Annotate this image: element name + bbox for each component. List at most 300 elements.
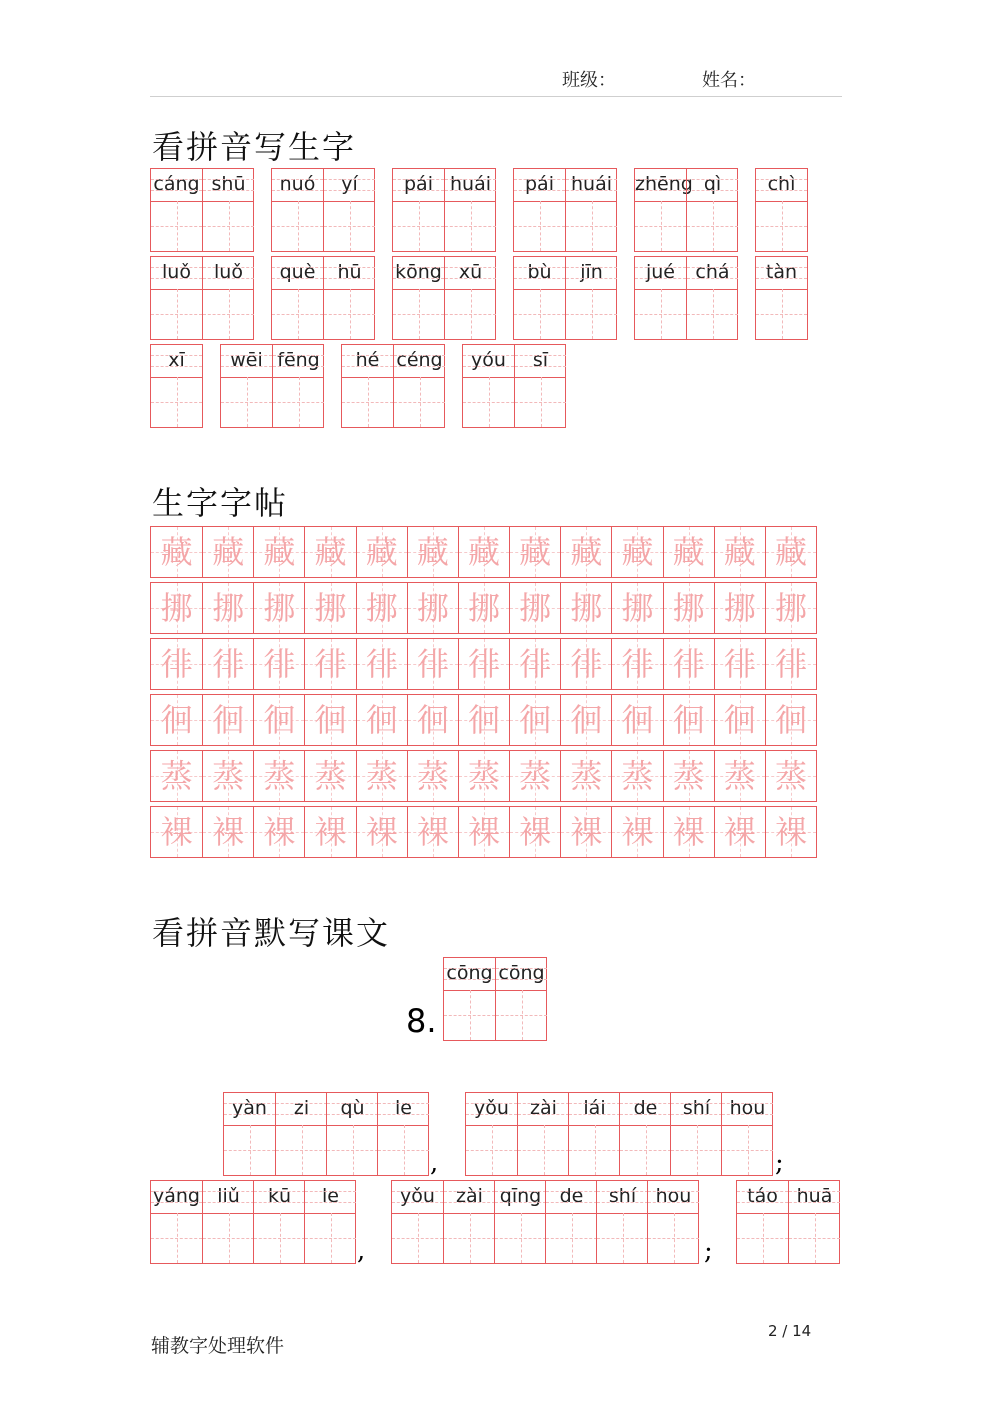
- trace-character: 裸: [212, 813, 245, 851]
- trace-cell[interactable]: [356, 751, 407, 801]
- pinyin-box: [271, 168, 375, 252]
- trace-character: 挪: [416, 589, 449, 627]
- trace-cell[interactable]: [304, 807, 355, 857]
- trace-cell[interactable]: [458, 807, 509, 857]
- writing-cell[interactable]: [496, 990, 547, 1040]
- trace-cell[interactable]: [202, 639, 253, 689]
- writing-cell[interactable]: [392, 1213, 443, 1263]
- pinyin-column: [756, 169, 807, 251]
- pinyin-syllable: zi: [276, 1093, 327, 1126]
- pinyin-column: [619, 1093, 671, 1175]
- writing-cell[interactable]: [276, 1125, 327, 1175]
- writing-cell[interactable]: [495, 1213, 546, 1263]
- writing-cell[interactable]: [393, 201, 444, 251]
- writing-cell[interactable]: [648, 1213, 699, 1263]
- trace-character: 裸: [314, 813, 347, 851]
- writing-cell[interactable]: [687, 289, 738, 339]
- pinyin-syllable: luǒ: [203, 257, 254, 290]
- pinyin-syllable: zài: [444, 1181, 495, 1214]
- writing-cell[interactable]: [254, 1213, 305, 1263]
- trace-cell[interactable]: [356, 695, 407, 745]
- writing-cell[interactable]: [393, 289, 444, 339]
- pinyin-syllable: liǔ: [203, 1181, 254, 1214]
- trace-cell[interactable]: [304, 695, 355, 745]
- pinyin-column: [635, 257, 686, 339]
- pinyin-syllable: wēi: [221, 345, 272, 378]
- trace-cell[interactable]: [509, 807, 560, 857]
- writing-cell[interactable]: [463, 377, 514, 427]
- trace-character: 徊: [519, 701, 552, 739]
- trace-cell[interactable]: [663, 695, 714, 745]
- trace-cell[interactable]: [458, 583, 509, 633]
- pinyin-syllable: shí: [597, 1181, 648, 1214]
- trace-character: 挪: [468, 589, 501, 627]
- class-label: 班级：: [562, 70, 616, 91]
- trace-cell[interactable]: [714, 751, 765, 801]
- writing-cell[interactable]: [514, 289, 565, 339]
- writing-cell[interactable]: [272, 201, 323, 251]
- pinyin-syllable: jīn: [566, 257, 617, 290]
- trace-character: 徊: [365, 701, 398, 739]
- trace-cell[interactable]: [304, 751, 355, 801]
- writing-cell[interactable]: [789, 1213, 840, 1263]
- pinyin-column: [514, 257, 565, 339]
- writing-cell[interactable]: [515, 377, 566, 427]
- pinyin-column: [545, 1181, 597, 1263]
- trace-cell[interactable]: [407, 807, 458, 857]
- trace-cell[interactable]: [151, 807, 202, 857]
- pinyin-column: [326, 1093, 378, 1175]
- trace-character: 蒸: [621, 757, 654, 795]
- trace-cell[interactable]: [765, 527, 816, 577]
- trace-character: 徘: [723, 645, 756, 683]
- trace-cell[interactable]: [151, 527, 202, 577]
- trace-character: 藏: [314, 533, 347, 571]
- writing-cell[interactable]: [756, 289, 807, 339]
- pinyin-box: [755, 256, 808, 340]
- writing-cell[interactable]: [394, 377, 445, 427]
- pinyin-column: [202, 1181, 254, 1263]
- trace-character: 蒸: [468, 757, 501, 795]
- trace-cell[interactable]: [202, 695, 253, 745]
- trace-cell[interactable]: [509, 527, 560, 577]
- pinyin-syllable: hou: [648, 1181, 699, 1214]
- pinyin-syllable: yí: [324, 169, 375, 202]
- pinyin-syllable: jué: [635, 257, 686, 290]
- trace-character: 藏: [365, 533, 398, 571]
- trace-cell[interactable]: [509, 695, 560, 745]
- punctuation-mark: ,: [357, 1236, 366, 1266]
- pinyin-syllable: lái: [569, 1093, 620, 1126]
- pinyin-syllable: xī: [151, 345, 202, 378]
- footer-software: 辅教字处理软件: [151, 1335, 285, 1357]
- trace-character: 徘: [468, 645, 501, 683]
- trace-cell[interactable]: [611, 695, 662, 745]
- trace-cell[interactable]: [663, 527, 714, 577]
- writing-cell[interactable]: [151, 1213, 202, 1263]
- trace-cell[interactable]: [611, 527, 662, 577]
- writing-cell[interactable]: [203, 289, 254, 339]
- trace-character: 徘: [314, 645, 347, 683]
- trace-cell[interactable]: [714, 695, 765, 745]
- pinyin-column: [202, 257, 254, 339]
- trace-cell[interactable]: [560, 695, 611, 745]
- writing-cell[interactable]: [566, 289, 617, 339]
- writing-cell[interactable]: [635, 201, 686, 251]
- pinyin-syllable: yàn: [224, 1093, 275, 1126]
- writing-cell[interactable]: [687, 201, 738, 251]
- writing-cell[interactable]: [272, 289, 323, 339]
- trace-character: 徊: [263, 701, 296, 739]
- trace-character: 蒸: [416, 757, 449, 795]
- trace-cell[interactable]: [151, 583, 202, 633]
- pinyin-column: [514, 345, 566, 427]
- trace-cell[interactable]: [407, 639, 458, 689]
- trace-cell[interactable]: [560, 751, 611, 801]
- trace-cell[interactable]: [663, 583, 714, 633]
- pinyin-column: [494, 1181, 546, 1263]
- pinyin-syllable: qì: [687, 169, 738, 202]
- writing-cell[interactable]: [324, 201, 375, 251]
- trace-cell[interactable]: [151, 639, 202, 689]
- writing-cell[interactable]: [221, 377, 272, 427]
- pinyin-syllable: pái: [514, 169, 565, 202]
- trace-cell[interactable]: [253, 751, 304, 801]
- trace-character: 蒸: [160, 757, 193, 795]
- writing-cell[interactable]: [151, 377, 202, 427]
- trace-cell[interactable]: [202, 751, 253, 801]
- trace-cell[interactable]: [765, 751, 816, 801]
- writing-cell[interactable]: [466, 1125, 517, 1175]
- trace-cell[interactable]: [151, 751, 202, 801]
- trace-cell[interactable]: [304, 583, 355, 633]
- trace-cell[interactable]: [765, 695, 816, 745]
- trace-character: 藏: [774, 533, 807, 571]
- page-number: 2 / 14: [768, 1322, 812, 1340]
- trace-character: 徘: [365, 645, 398, 683]
- pinyin-syllable: pái: [393, 169, 444, 202]
- copybook-row: [150, 638, 817, 690]
- pinyin-box: [341, 344, 445, 428]
- pinyin-box: [755, 168, 808, 252]
- trace-cell[interactable]: [458, 751, 509, 801]
- pinyin-box: [150, 256, 254, 340]
- copybook-row: [150, 750, 817, 802]
- writing-cell[interactable]: [444, 1213, 495, 1263]
- writing-cell[interactable]: [203, 201, 254, 251]
- trace-cell[interactable]: [509, 583, 560, 633]
- trace-cell[interactable]: [663, 639, 714, 689]
- trace-character: 蒸: [365, 757, 398, 795]
- pinyin-syllable: xū: [445, 257, 496, 290]
- writing-cell[interactable]: [518, 1125, 569, 1175]
- pinyin-column: [393, 169, 444, 251]
- trace-cell[interactable]: [458, 527, 509, 577]
- trace-cell[interactable]: [407, 583, 458, 633]
- punctuation-mark: ;: [704, 1236, 713, 1266]
- trace-character: 蒸: [774, 757, 807, 795]
- pinyin-column: [443, 1181, 495, 1263]
- pinyin-column: [275, 1093, 327, 1175]
- trace-cell[interactable]: [560, 583, 611, 633]
- pinyin-syllable: huái: [566, 169, 617, 202]
- trace-character: 徘: [519, 645, 552, 683]
- trace-character: 裸: [774, 813, 807, 851]
- pinyin-syllable: qīng: [495, 1181, 546, 1214]
- writing-cell[interactable]: [327, 1125, 378, 1175]
- trace-cell[interactable]: [151, 695, 202, 745]
- writing-cell[interactable]: [597, 1213, 648, 1263]
- pinyin-column: [565, 257, 617, 339]
- writing-cell[interactable]: [151, 201, 202, 251]
- trace-cell[interactable]: [356, 527, 407, 577]
- writing-cell[interactable]: [203, 1213, 254, 1263]
- trace-cell[interactable]: [560, 527, 611, 577]
- trace-cell[interactable]: [560, 639, 611, 689]
- trace-character: 挪: [365, 589, 398, 627]
- pinyin-syllable: nuó: [272, 169, 323, 202]
- trace-character: 挪: [723, 589, 756, 627]
- pinyin-column: [788, 1181, 840, 1263]
- trace-cell[interactable]: [611, 807, 662, 857]
- trace-cell[interactable]: [714, 527, 765, 577]
- trace-cell[interactable]: [611, 583, 662, 633]
- trace-character: 蒸: [570, 757, 603, 795]
- writing-cell[interactable]: [514, 201, 565, 251]
- writing-cell[interactable]: [546, 1213, 597, 1263]
- copybook-row: [150, 806, 817, 858]
- trace-character: 挪: [314, 589, 347, 627]
- trace-character: 徘: [160, 645, 193, 683]
- trace-cell[interactable]: [509, 751, 560, 801]
- pinyin-syllable: kū: [254, 1181, 305, 1214]
- writing-cell[interactable]: [671, 1125, 722, 1175]
- writing-cell[interactable]: [224, 1125, 275, 1175]
- trace-character: 徘: [570, 645, 603, 683]
- writing-cell[interactable]: [722, 1125, 773, 1175]
- writing-cell[interactable]: [324, 289, 375, 339]
- trace-character: 藏: [416, 533, 449, 571]
- pinyin-column: [635, 169, 693, 251]
- trace-cell[interactable]: [253, 807, 304, 857]
- pinyin-syllable: shí: [671, 1093, 722, 1126]
- copybook-row: [150, 582, 817, 634]
- trace-cell[interactable]: [253, 583, 304, 633]
- section-title-dictation: 看拼音默写课文: [152, 914, 391, 952]
- trace-cell[interactable]: [356, 639, 407, 689]
- writing-cell[interactable]: [378, 1125, 429, 1175]
- trace-character: 藏: [723, 533, 756, 571]
- trace-character: 裸: [723, 813, 756, 851]
- trace-character: 蒸: [723, 757, 756, 795]
- punctuation-mark: ;: [775, 1148, 784, 1178]
- trace-cell[interactable]: [202, 527, 253, 577]
- trace-character: 藏: [468, 533, 501, 571]
- trace-character: 挪: [212, 589, 245, 627]
- writing-cell[interactable]: [273, 377, 324, 427]
- trace-character: 挪: [570, 589, 603, 627]
- pinyin-column: [647, 1181, 699, 1263]
- pinyin-column: [151, 169, 202, 251]
- pinyin-column: [686, 169, 738, 251]
- pinyin-box: [634, 168, 738, 252]
- pinyin-syllable: de: [620, 1093, 671, 1126]
- writing-cell[interactable]: [445, 201, 496, 251]
- pinyin-box: [513, 168, 617, 252]
- trace-character: 蒸: [263, 757, 296, 795]
- trace-cell[interactable]: [253, 695, 304, 745]
- pinyin-column: [272, 257, 323, 339]
- pinyin-column: [253, 1181, 305, 1263]
- pinyin-syllable: táo: [737, 1181, 788, 1214]
- trace-cell[interactable]: [714, 583, 765, 633]
- trace-character: 裸: [365, 813, 398, 851]
- trace-cell[interactable]: [714, 639, 765, 689]
- pinyin-syllable: bù: [514, 257, 565, 290]
- trace-character: 藏: [263, 533, 296, 571]
- trace-character: 徊: [774, 701, 807, 739]
- trace-character: 裸: [468, 813, 501, 851]
- trace-character: 蒸: [212, 757, 245, 795]
- trace-character: 蒸: [672, 757, 705, 795]
- trace-character: 裸: [672, 813, 705, 851]
- writing-cell[interactable]: [444, 990, 495, 1040]
- pinyin-syllable: fēng: [273, 345, 324, 378]
- trace-cell[interactable]: [304, 527, 355, 577]
- pinyin-column: [495, 958, 547, 1040]
- pinyin-column: [670, 1093, 722, 1175]
- trace-cell[interactable]: [253, 527, 304, 577]
- trace-character: 徘: [416, 645, 449, 683]
- pinyin-column: [737, 1181, 788, 1263]
- pinyin-column: [463, 345, 514, 427]
- trace-cell[interactable]: [765, 583, 816, 633]
- pinyin-box: [223, 1092, 429, 1176]
- pinyin-syllable: zài: [518, 1093, 569, 1126]
- pinyin-column: [323, 169, 375, 251]
- pinyin-column: [444, 257, 496, 339]
- writing-cell[interactable]: [620, 1125, 671, 1175]
- trace-character: 裸: [160, 813, 193, 851]
- trace-character: 蒸: [519, 757, 552, 795]
- trace-character: 藏: [212, 533, 245, 571]
- trace-character: 徊: [672, 701, 705, 739]
- pinyin-column: [444, 958, 495, 1040]
- writing-cell[interactable]: [635, 289, 686, 339]
- trace-cell[interactable]: [407, 695, 458, 745]
- pinyin-syllable: qù: [327, 1093, 378, 1126]
- pinyin-syllable: cōng: [496, 958, 547, 991]
- trace-character: 藏: [519, 533, 552, 571]
- trace-cell[interactable]: [458, 639, 509, 689]
- copybook-row: [150, 526, 817, 578]
- writing-cell[interactable]: [305, 1213, 356, 1263]
- pinyin-column: [596, 1181, 648, 1263]
- trace-cell[interactable]: [304, 639, 355, 689]
- punctuation-mark: ,: [430, 1148, 439, 1178]
- trace-character: 徊: [416, 701, 449, 739]
- writing-cell[interactable]: [756, 201, 807, 251]
- pinyin-column: [272, 345, 324, 427]
- pinyin-column: [393, 257, 444, 339]
- trace-cell[interactable]: [356, 807, 407, 857]
- pinyin-column: [304, 1181, 356, 1263]
- copybook-row: [150, 694, 817, 746]
- trace-cell[interactable]: [663, 807, 714, 857]
- trace-character: 裸: [263, 813, 296, 851]
- trace-cell[interactable]: [407, 527, 458, 577]
- trace-cell[interactable]: [407, 751, 458, 801]
- trace-cell[interactable]: [356, 583, 407, 633]
- writing-cell[interactable]: [151, 289, 202, 339]
- pinyin-syllable: cōng: [444, 958, 495, 991]
- trace-cell[interactable]: [202, 807, 253, 857]
- trace-character: 挪: [263, 589, 296, 627]
- trace-cell[interactable]: [202, 583, 253, 633]
- pinyin-syllable: le: [305, 1181, 356, 1214]
- trace-cell[interactable]: [560, 807, 611, 857]
- writing-cell[interactable]: [569, 1125, 620, 1175]
- trace-character: 裸: [416, 813, 449, 851]
- writing-cell[interactable]: [566, 201, 617, 251]
- pinyin-column: [323, 257, 375, 339]
- trace-cell[interactable]: [765, 807, 816, 857]
- section-title-copybook: 生字字帖: [152, 484, 289, 522]
- trace-character: 徘: [263, 645, 296, 683]
- pinyin-box: [736, 1180, 840, 1264]
- pinyin-syllable: kōng: [393, 257, 444, 290]
- pinyin-column: [224, 1093, 275, 1175]
- pinyin-box: [465, 1092, 773, 1176]
- trace-cell[interactable]: [765, 639, 816, 689]
- writing-cell[interactable]: [342, 377, 393, 427]
- pinyin-syllable: sī: [515, 345, 566, 378]
- trace-cell[interactable]: [458, 695, 509, 745]
- pinyin-column: [721, 1093, 773, 1175]
- trace-character: 徘: [672, 645, 705, 683]
- pinyin-syllable: yǒu: [392, 1181, 443, 1214]
- writing-cell[interactable]: [737, 1213, 788, 1263]
- pinyin-column: [272, 169, 323, 251]
- trace-character: 徊: [212, 701, 245, 739]
- pinyin-box: [392, 168, 496, 252]
- pinyin-syllable: de: [546, 1181, 597, 1214]
- pinyin-syllable: zhēng: [635, 169, 686, 202]
- trace-cell[interactable]: [663, 751, 714, 801]
- trace-cell[interactable]: [509, 639, 560, 689]
- trace-character: 徊: [468, 701, 501, 739]
- trace-character: 藏: [621, 533, 654, 571]
- pinyin-box: [271, 256, 375, 340]
- trace-cell[interactable]: [714, 807, 765, 857]
- pinyin-column: [565, 169, 617, 251]
- pinyin-syllable: chá: [687, 257, 738, 290]
- pinyin-syllable: hou: [722, 1093, 773, 1126]
- writing-cell[interactable]: [445, 289, 496, 339]
- pinyin-box: [462, 344, 566, 428]
- pinyin-box: [150, 1180, 356, 1264]
- pinyin-column: [466, 1093, 517, 1175]
- section-title-pinyin-write: 看拼音写生字: [152, 128, 357, 166]
- name-label: 姓名：: [702, 70, 756, 91]
- pinyin-column: [393, 345, 445, 427]
- pinyin-column: [151, 345, 202, 427]
- trace-cell[interactable]: [253, 639, 304, 689]
- trace-cell[interactable]: [611, 751, 662, 801]
- pinyin-box: [634, 256, 738, 340]
- trace-cell[interactable]: [611, 639, 662, 689]
- pinyin-syllable: cáng: [151, 169, 202, 202]
